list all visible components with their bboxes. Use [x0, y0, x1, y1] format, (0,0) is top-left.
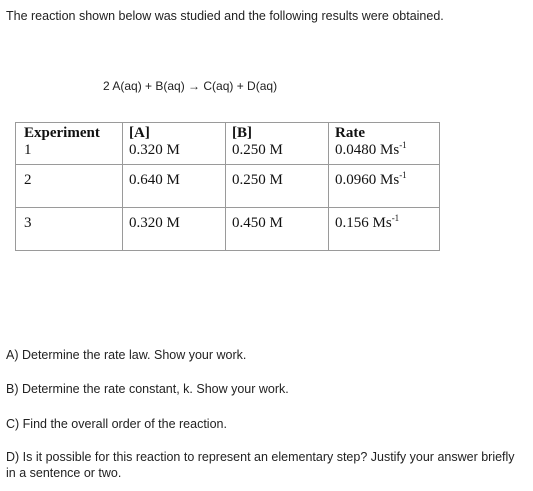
header-conc-b: [B] — [226, 123, 329, 143]
cell-conc-a: 0.320 M — [123, 208, 226, 251]
rate-exponent: -1 — [391, 213, 400, 223]
cell-experiment: 3 — [16, 208, 123, 251]
question-b: B) Determine the rate constant, k. Show your work. — [6, 382, 289, 396]
header-rate: Rate — [329, 123, 440, 143]
question-a: A) Determine the rate law. Show your work. — [6, 348, 247, 362]
header-conc-a: [A] — [123, 123, 226, 143]
table-row — [16, 142, 440, 165]
table-row — [16, 165, 440, 208]
cell-rate — [329, 142, 440, 165]
cell-experiment: 2 — [16, 165, 123, 208]
cell-conc-b: 0.250 M — [226, 142, 329, 165]
rate-exponent: -1 — [399, 170, 407, 180]
intro-text: The reaction shown below was studied and the following results were obtained. — [6, 9, 444, 23]
rate-value: 0.0480 Ms — [335, 142, 400, 158]
reaction-equation: 2 A(aq) + B(aq) → C(aq) + D(aq) — [103, 79, 278, 93]
cell-rate — [329, 208, 440, 251]
rate-value: 0.0960 Ms — [335, 172, 400, 188]
cell-conc-a: 0.320 M — [123, 142, 226, 165]
cell-conc-b: 0.450 M — [226, 208, 329, 251]
table-row — [16, 208, 440, 251]
cell-experiment: 1 — [16, 142, 123, 165]
header-experiment: Experiment — [16, 123, 123, 143]
question-d: D) Is it possible for this reaction to represent an elementary step? Justify your answer briefly in a sentence or two. — [6, 450, 515, 480]
results-table — [15, 122, 440, 251]
rate-exponent: -1 — [399, 140, 407, 150]
cell-conc-a: 0.640 M — [123, 165, 226, 208]
rate-value: 0.156 Ms — [335, 215, 392, 231]
question-c: C) Find the overall order of the reaction. — [6, 417, 227, 431]
cell-conc-b: 0.250 M — [226, 165, 329, 208]
table-header-row — [16, 123, 440, 143]
cell-rate — [329, 165, 440, 208]
